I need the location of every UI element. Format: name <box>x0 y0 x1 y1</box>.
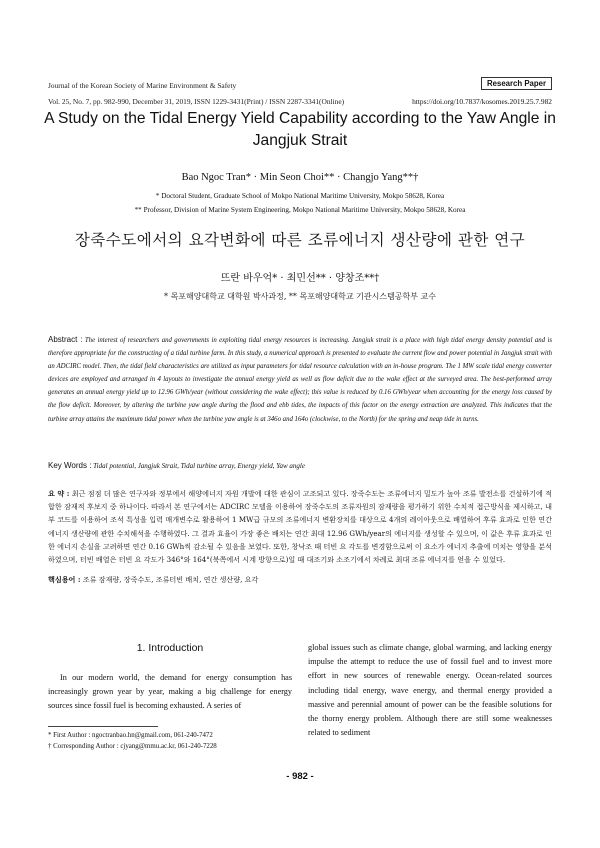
intro-right-column: global issues such as climate change, global warming, and lacking energy impulse the attempt to reduce the use of fossil fuel and to invest more effort in new sources of renewable energy. Ocean-related sources including tidal energy, wave energy, and thermal energy provided a massive and perennial amount of power can be the feasible solutions for the thorny energy problem. Although there are still some weaknesses related to sediment <box>308 643 552 738</box>
article-type-badge: Research Paper <box>481 77 552 90</box>
paper-title-ko: 장죽수도에서의 요각변화에 따른 조류에너지 생산량에 관한 연구 <box>74 231 526 249</box>
doi-link[interactable]: https://doi.org/10.7837/kosomes.2019.25.7.982 <box>412 97 552 106</box>
keywords-ko <box>48 574 552 586</box>
keywords-text: Tidal potential, Jangjuk Strait, Tidal turbine array, Energy yield, Yaw angle <box>93 462 305 470</box>
page-number: - 982 - <box>286 771 314 782</box>
keywords-ko-text: 조류 잠재량, 장죽수도, 조류터빈 배치, 연간 생산량, 요각 <box>82 575 259 584</box>
keywords-label: Key Words : <box>48 461 92 470</box>
abstract-ko <box>48 487 552 566</box>
affiliation-ko: * 목포해양대학교 대학원 박사과정, ** 목포해양대학교 기관시스템공학부 교수 <box>164 292 436 301</box>
paper-title-en: A Study on the Tidal Energy Yield Capability according to the Yaw Angle in Jangjuk Strait <box>44 110 556 149</box>
authors-ko: 뜨란 바우억* · 최민선** · 양창조**† <box>220 273 380 284</box>
section-heading-introduction: 1. Introduction <box>136 642 204 654</box>
abstract-text: The interest of researchers and governments in exploiting tidal energy resources is increasing. Jangjuk strait is a place with high tidal energy density potential and is therefore appropriate for the constructing of a tidal turbine farm. In this study, a numerical approach is presented to evaluate the current flow and power potential in Jangjuk strait with an ADCIRC model. Then, the tidal field characteristics are utilized as input parameters for tidal resource calculation with an in-house program. The 1 MW scale tidal energy converter devices are employed and arranged in 4 layouts to investigate the annual energy yield as well as flow deficit due to the wake effect at the surveyed area. The best-performed array generates an annual energy yield up to 12.96 GWh/year (without considering the wake effect); this value is reduced by 0.16 GWh/year when accounting for the energy loss caused by the flow deficit. Moreover, by altering the turbine yaw angle during the flood and ebb tides, the impacts of this factor on the energy extraction are analyzed. This indicates that the turbine array attains the maximum tidal power when the turbine yaw angle is at 346o and 164o (clockwise, to the North) for the spring and neap tide in turns. <box>48 337 552 423</box>
footnote-first-author: * First Author : ngoctranbao.hn@gmail.com, 061-240-7472 <box>48 732 213 739</box>
footnote-divider <box>48 726 158 727</box>
abstract-ko-label: 요 약 : <box>48 489 70 498</box>
intro-left-column: In our modern world, the demand for energy consumption has increasingly grown year by year, making a big challenge for energy sources since fossil fuel is becoming exhausted. A series of <box>48 673 292 711</box>
footnote-corresponding-author: † Corresponding Author : cjyang@mmu.ac.kr, 061-240-7228 <box>48 743 217 750</box>
authors-en: Bao Ngoc Tran* · Min Seon Choi** · Changjo Yang**† <box>181 172 419 183</box>
abstract-en <box>48 333 552 426</box>
keywords-ko-label: 핵심용어 : <box>48 575 81 584</box>
abstract-label: Abstract : <box>48 335 83 344</box>
keywords-en <box>48 460 552 472</box>
affiliation-en-1: * Doctoral Student, Graduate School of Mokpo National Maritime University, Mokpo 58628, Korea <box>155 192 445 200</box>
volume-line: Vol. 25, No. 7, pp. 982-990, December 31, 2019, ISSN 1229-3431(Print) / ISSN 2287-3341(Online) <box>48 97 345 106</box>
abstract-ko-text: 최근 점점 더 많은 연구자와 정부에서 해양에너지 자원 개발에 대한 관심이 고조되고 있다. 장죽수도는 조류에너지 밀도가 높아 조류 발전소를 건설하기에 적합한 잠재적 후보지 중 하나이다. 따라서 본 연구에서는 ADCIRC 모델을 이용하여 장죽수도의 조류자원의 잠재량을 평가하기 위한 수치적 접근방식을 제시하고, 내부 코드를 이용하여 조석 특성을 입력 매개변수로 활용하여 1 MW급 규모의 조류에너지 변환장치를 대상으로 4개의 레이아웃으로 배열하여 후류 효과로 인한 연간 에너지 생산량에 관한 수치해석을 수행하였다. 그 결과 효율이 가장 좋은 배치는 연간 최대 12.96 GWh/year의 에너지를 생성할 수 있으며, 이 값은 후류 효과로 인한 에너지 손실을 고려하면 연간 0.16 GWh씩 감소될 수 있음을 보였다. 또한, 창낙조 때 터빈 요 각도를 변경함으로써 이 요소가 에너지 추출에 미치는 영향을 분석하였으며, 터빈 배열은 터빈 요 각도가 346°와 164°(북쪽에서 시계 방향으로)일 때 대조기와 소조기에서 차례로 최대 조류 에너지를 얻을 수 있었다. <box>48 489 553 565</box>
affiliation-en-2: ** Professor, Division of Marine System Engineering, Mokpo National Maritime University, Mokpo 58628, Korea <box>134 206 466 214</box>
journal-name: Journal of the Korean Society of Marine Environment & Safety <box>48 81 237 90</box>
